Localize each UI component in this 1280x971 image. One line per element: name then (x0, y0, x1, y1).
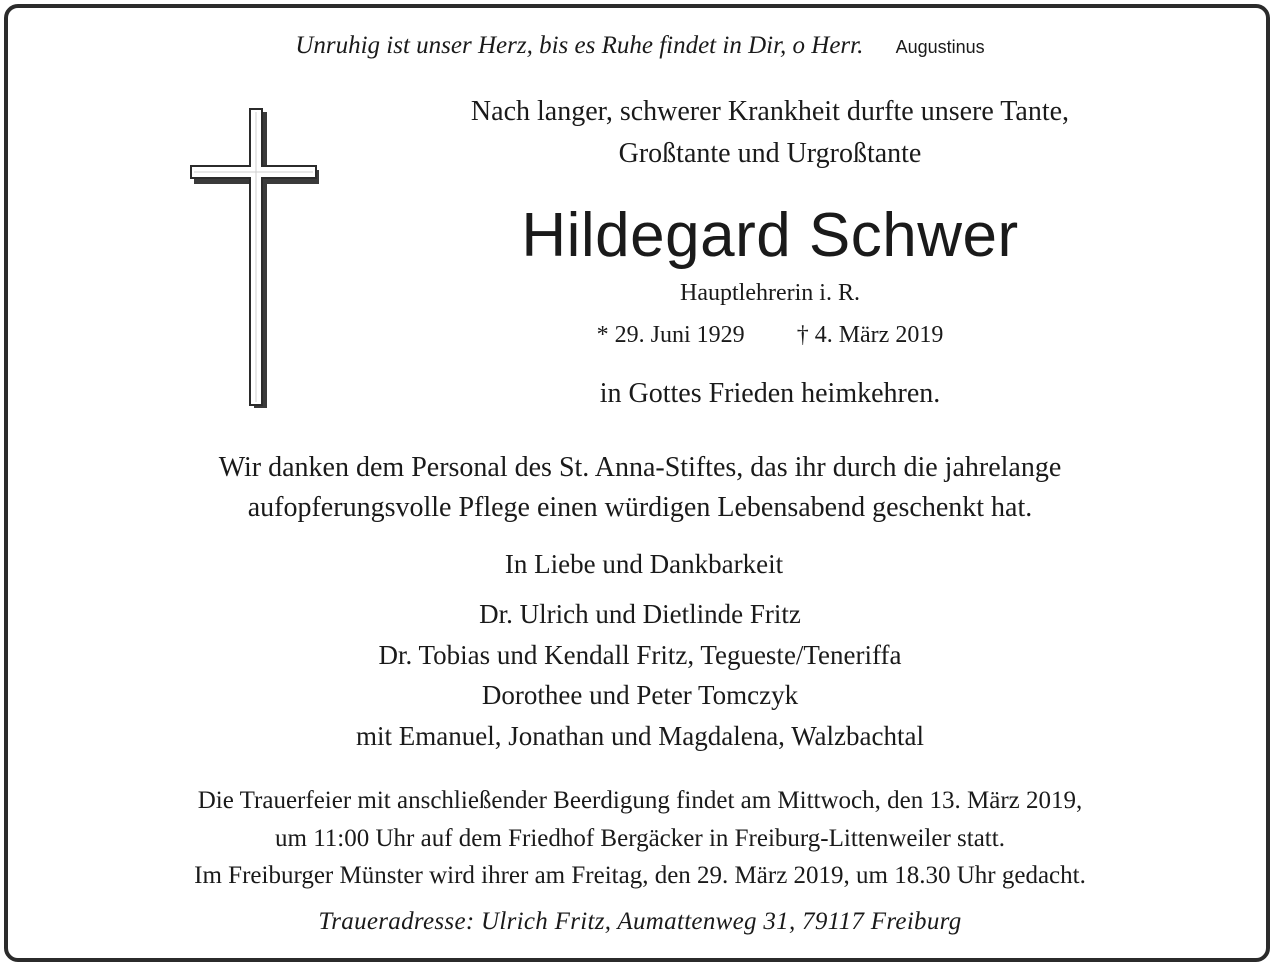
motto-author: Augustinus (895, 37, 985, 57)
closing-line: In Liebe und Dankbarkeit (504, 549, 784, 579)
intro-line-1: Nach langer, schwerer Krankheit durfte unsere Tante, (470, 96, 1070, 127)
birth-date: * 29. Juni 1929 (596, 322, 745, 348)
thanks-line-1: Wir danken dem Personal des St. Anna-Stiftes, das ihr durch die jahrelange (218, 452, 1062, 483)
homecoming-line: in Gottes Frieden heimkehren. (599, 378, 941, 409)
motto-line (0, 32, 1280, 60)
thanks-line-2: aufopferungsvolle Pflege einen würdigen Lebensabend geschenkt hat. (247, 492, 1033, 523)
mourner-line: Dr. Ulrich und Dietlinde Fritz (479, 599, 801, 629)
latin-cross-icon (190, 108, 320, 410)
intro-line-2: Großtante und Urgroßtante (618, 138, 922, 169)
mourner-line: mit Emanuel, Jonathan und Magdalena, Walzbachtal (356, 721, 924, 751)
motto-quote: Unruhig ist unser Herz, bis es Ruhe findet in Dir, o Herr. (295, 32, 864, 59)
death-date: † 4. März 2019 (796, 322, 944, 348)
mourner-line: Dr. Tobias und Kendall Fritz, Tegueste/Teneriffa (378, 640, 902, 670)
mourning-address: Traueradresse: Ulrich Fritz, Aumattenweg 31, 79117 Freiburg (318, 908, 962, 935)
service-line: Im Freiburger Münster wird ihrer am Freitag, den 29. März 2019, um 18.30 Uhr gedacht. (194, 862, 1086, 889)
deceased-title: Hauptlehrerin i. R. (680, 280, 860, 306)
life-dates (400, 322, 1140, 349)
service-line: Die Trauerfeier mit anschließender Beerdigung findet am Mittwoch, den 13. März 2019, (197, 787, 1083, 814)
service-line: um 11:00 Uhr auf dem Friedhof Bergäcker in Freiburg-Littenweiler statt. (275, 825, 1005, 852)
deceased-name: Hildegard Schwer (521, 201, 1019, 270)
mourner-line: Dorothee und Peter Tomczyk (481, 680, 799, 710)
